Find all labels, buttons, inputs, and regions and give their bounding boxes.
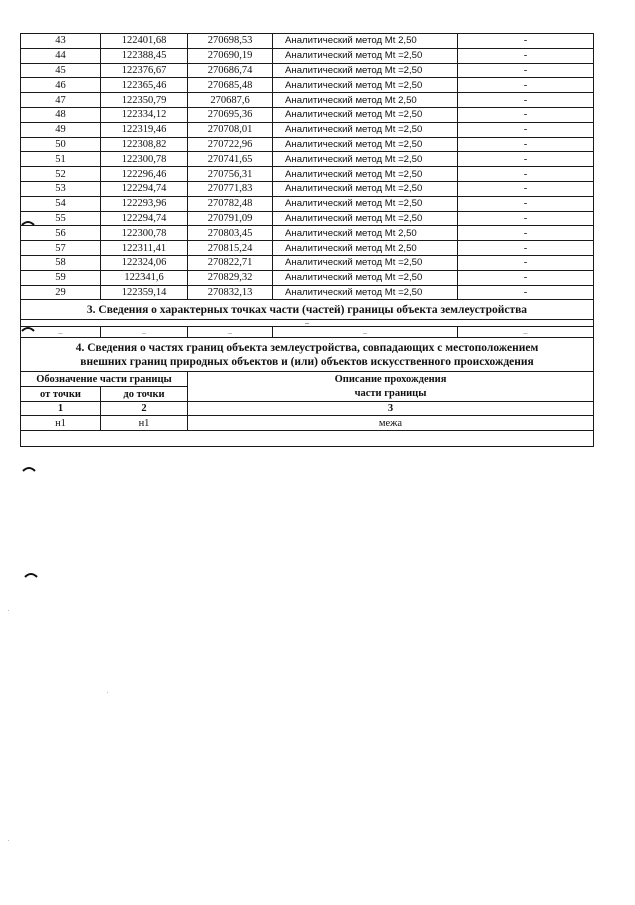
coordinate-row bbox=[21, 167, 594, 182]
document-sheet bbox=[20, 33, 593, 447]
blank-cell: – bbox=[458, 327, 594, 338]
y-coordinate-cell: 270698,53 bbox=[188, 34, 273, 49]
method-cell: Аналитический метод Mt 2,50 bbox=[273, 93, 458, 108]
coordinate-row bbox=[21, 211, 594, 226]
coordinate-row bbox=[21, 196, 594, 211]
section3-dash-row: – bbox=[21, 320, 594, 327]
note-cell: - bbox=[458, 34, 594, 49]
x-coordinate-cell: 122311,41 bbox=[101, 241, 188, 256]
method-cell: Аналитический метод Mt 2,50 bbox=[273, 241, 458, 256]
x-coordinate-cell: 122376,67 bbox=[101, 63, 188, 78]
point-number-cell: 59 bbox=[21, 270, 101, 285]
y-coordinate-cell: 270822,71 bbox=[188, 255, 273, 270]
point-number-cell: 29 bbox=[21, 285, 101, 300]
coordinate-row bbox=[21, 270, 594, 285]
note-cell: - bbox=[458, 152, 594, 167]
y-coordinate-cell: 270771,83 bbox=[188, 181, 273, 196]
note-cell: - bbox=[458, 48, 594, 63]
method-cell: Аналитический метод Mt =2,50 bbox=[273, 122, 458, 137]
x-coordinate-cell: 122359,14 bbox=[101, 285, 188, 300]
method-cell: Аналитический метод Mt =2,50 bbox=[273, 270, 458, 285]
method-cell: Аналитический метод Mt 2,50 bbox=[273, 34, 458, 49]
point-number-cell: 49 bbox=[21, 122, 101, 137]
note-cell: - bbox=[458, 196, 594, 211]
method-cell: Аналитический метод Mt =2,50 bbox=[273, 196, 458, 211]
y-coordinate-cell: 270791,09 bbox=[188, 211, 273, 226]
method-cell: Аналитический метод Mt =2,50 bbox=[273, 285, 458, 300]
scan-speck bbox=[8, 610, 9, 611]
to-point-header: до точки bbox=[101, 387, 188, 402]
coordinate-row bbox=[21, 226, 594, 241]
y-coordinate-cell: 270708,01 bbox=[188, 122, 273, 137]
x-coordinate-cell: 122294,74 bbox=[101, 181, 188, 196]
note-cell: - bbox=[458, 167, 594, 182]
section4-table bbox=[20, 338, 594, 447]
point-number-cell: 56 bbox=[21, 226, 101, 241]
scan-speck bbox=[107, 692, 108, 693]
x-coordinate-cell: 122388,45 bbox=[101, 48, 188, 63]
coordinate-row bbox=[21, 107, 594, 122]
description-header-line2: части границы bbox=[354, 387, 427, 399]
coordinate-row bbox=[21, 34, 594, 49]
description-header-line1: Описание прохождения bbox=[334, 373, 447, 385]
note-cell: - bbox=[458, 211, 594, 226]
method-cell: Аналитический метод Mt =2,50 bbox=[273, 137, 458, 152]
x-coordinate-cell: 122294,74 bbox=[101, 211, 188, 226]
section4-title-line2: внешних границ природных объектов и (или) объектов искусственного происхождения bbox=[80, 356, 534, 369]
point-number-cell: 48 bbox=[21, 107, 101, 122]
from-point-cell: н1 bbox=[21, 416, 101, 431]
y-coordinate-cell: 270695,36 bbox=[188, 107, 273, 122]
note-cell: - bbox=[458, 78, 594, 93]
x-coordinate-cell: 122296,46 bbox=[101, 167, 188, 182]
blank-cell: – bbox=[21, 327, 101, 338]
boundary-points-table bbox=[20, 33, 594, 338]
y-coordinate-cell: 270686,74 bbox=[188, 63, 273, 78]
point-number-cell: 50 bbox=[21, 137, 101, 152]
method-cell: Аналитический метод Mt =2,50 bbox=[273, 63, 458, 78]
coordinate-row bbox=[21, 122, 594, 137]
punch-mark-icon bbox=[24, 572, 38, 578]
method-cell: Аналитический метод Mt =2,50 bbox=[273, 48, 458, 63]
x-coordinate-cell: 122401,68 bbox=[101, 34, 188, 49]
y-coordinate-cell: 270815,24 bbox=[188, 241, 273, 256]
method-cell: Аналитический метод Mt =2,50 bbox=[273, 181, 458, 196]
coordinate-row bbox=[21, 241, 594, 256]
x-coordinate-cell: 122324,06 bbox=[101, 255, 188, 270]
blank-cell: – bbox=[188, 327, 273, 338]
coordinate-row bbox=[21, 48, 594, 63]
y-coordinate-cell: 270782,48 bbox=[188, 196, 273, 211]
point-number-cell: 51 bbox=[21, 152, 101, 167]
method-cell: Аналитический метод Mt =2,50 bbox=[273, 211, 458, 226]
x-coordinate-cell: 122334,12 bbox=[101, 107, 188, 122]
y-coordinate-cell: 270803,45 bbox=[188, 226, 273, 241]
coordinate-row bbox=[21, 78, 594, 93]
point-number-cell: 57 bbox=[21, 241, 101, 256]
point-number-cell: 54 bbox=[21, 196, 101, 211]
blank-cell: – bbox=[101, 327, 188, 338]
section4-row bbox=[21, 416, 594, 431]
section4-title-line1: 4. Сведения о частях границ объекта землеустройства, совпадающих с местоположением bbox=[75, 342, 539, 355]
y-coordinate-cell: 270690,19 bbox=[188, 48, 273, 63]
note-cell: - bbox=[458, 93, 594, 108]
x-coordinate-cell: 122308,82 bbox=[101, 137, 188, 152]
coordinate-row bbox=[21, 181, 594, 196]
method-cell: Аналитический метод Mt =2,50 bbox=[273, 78, 458, 93]
coordinate-row bbox=[21, 285, 594, 300]
x-coordinate-cell: 122319,46 bbox=[101, 122, 188, 137]
point-number-cell: 43 bbox=[21, 34, 101, 49]
note-cell: - bbox=[458, 255, 594, 270]
to-point-cell: н1 bbox=[101, 416, 188, 431]
column-number-2: 2 bbox=[101, 402, 188, 416]
point-number-cell: 45 bbox=[21, 63, 101, 78]
scan-speck bbox=[8, 840, 9, 841]
punch-mark-icon bbox=[22, 466, 36, 472]
method-cell: Аналитический метод Mt =2,50 bbox=[273, 152, 458, 167]
from-point-header: от точки bbox=[21, 387, 101, 402]
y-coordinate-cell: 270829,32 bbox=[188, 270, 273, 285]
note-cell: - bbox=[458, 122, 594, 137]
point-number-cell: 44 bbox=[21, 48, 101, 63]
punch-mark-icon bbox=[21, 326, 35, 332]
note-cell: - bbox=[458, 270, 594, 285]
y-coordinate-cell: 270832,13 bbox=[188, 285, 273, 300]
x-coordinate-cell: 122300,78 bbox=[101, 226, 188, 241]
blank-cell: – bbox=[273, 327, 458, 338]
y-coordinate-cell: 270741,65 bbox=[188, 152, 273, 167]
x-coordinate-cell: 122365,46 bbox=[101, 78, 188, 93]
coordinate-row bbox=[21, 255, 594, 270]
y-coordinate-cell: 270756,31 bbox=[188, 167, 273, 182]
column-number-3: 3 bbox=[188, 402, 594, 416]
coordinate-row bbox=[21, 93, 594, 108]
x-coordinate-cell: 122350,79 bbox=[101, 93, 188, 108]
note-cell: - bbox=[458, 63, 594, 78]
note-cell: - bbox=[458, 285, 594, 300]
method-cell: Аналитический метод Mt =2,50 bbox=[273, 107, 458, 122]
coordinate-row bbox=[21, 152, 594, 167]
part-designation-header: Обозначение части границы bbox=[21, 372, 188, 387]
y-coordinate-cell: 270685,48 bbox=[188, 78, 273, 93]
coordinate-row bbox=[21, 137, 594, 152]
note-cell: - bbox=[458, 107, 594, 122]
point-number-cell: 53 bbox=[21, 181, 101, 196]
note-cell: - bbox=[458, 137, 594, 152]
section4-title bbox=[21, 338, 594, 372]
section3-title: 3. Сведения о характерных точках части (частей) границы объекта землеустройства bbox=[21, 300, 594, 320]
column-number-1: 1 bbox=[21, 402, 101, 416]
point-number-cell: 52 bbox=[21, 167, 101, 182]
description-cell: межа bbox=[188, 416, 594, 431]
coordinate-row bbox=[21, 63, 594, 78]
point-number-cell: 55 bbox=[21, 211, 101, 226]
method-cell: Аналитический метод Mt 2,50 bbox=[273, 226, 458, 241]
x-coordinate-cell: 122293,96 bbox=[101, 196, 188, 211]
point-number-cell: 58 bbox=[21, 255, 101, 270]
method-cell: Аналитический метод Mt =2,50 bbox=[273, 167, 458, 182]
point-number-cell: 47 bbox=[21, 93, 101, 108]
note-cell: - bbox=[458, 226, 594, 241]
y-coordinate-cell: 270687,6 bbox=[188, 93, 273, 108]
punch-mark-icon bbox=[21, 220, 35, 226]
section4-empty-row bbox=[21, 431, 594, 447]
description-header bbox=[188, 372, 594, 402]
y-coordinate-cell: 270722,96 bbox=[188, 137, 273, 152]
method-cell: Аналитический метод Mt =2,50 bbox=[273, 255, 458, 270]
x-coordinate-cell: 122341,6 bbox=[101, 270, 188, 285]
x-coordinate-cell: 122300,78 bbox=[101, 152, 188, 167]
section3-blank-row bbox=[21, 327, 594, 338]
note-cell: - bbox=[458, 181, 594, 196]
point-number-cell: 46 bbox=[21, 78, 101, 93]
note-cell: - bbox=[458, 241, 594, 256]
